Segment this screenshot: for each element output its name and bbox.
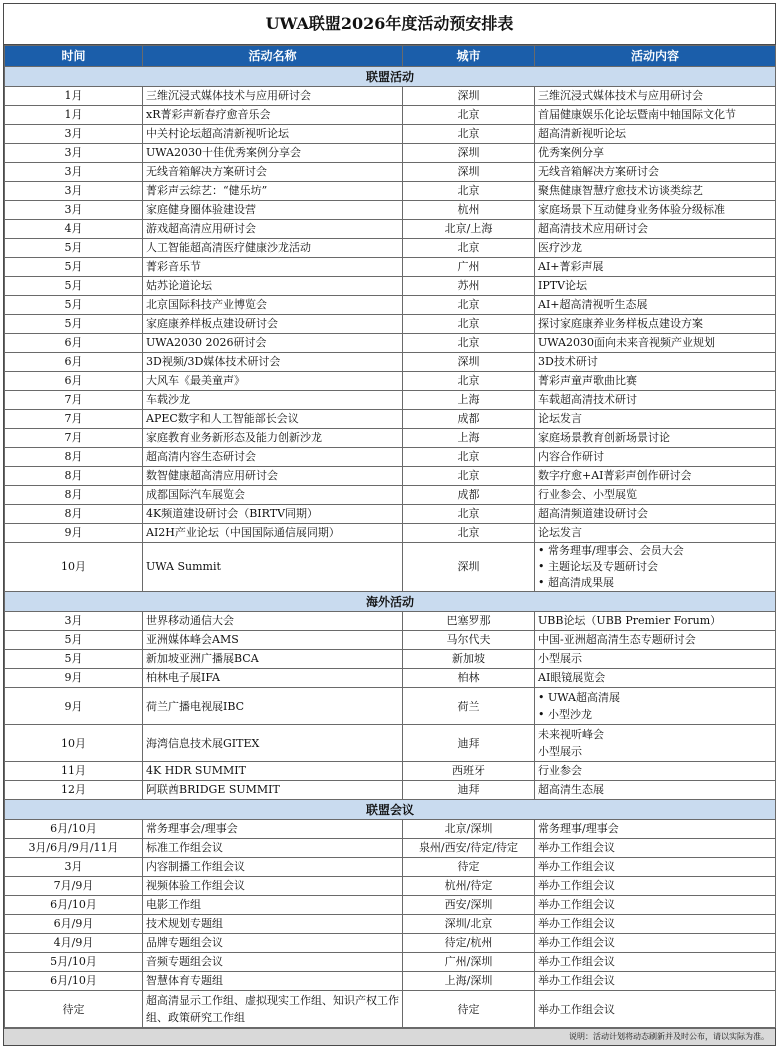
table-row <box>5 277 776 296</box>
cell-city: 北京 <box>403 524 535 543</box>
cell-city: 迪拜 <box>403 725 535 762</box>
cell-content: 论坛发言 <box>535 524 776 543</box>
table-row <box>5 762 776 781</box>
table-row <box>5 448 776 467</box>
cell-name: 菁彩音乐节 <box>143 258 403 277</box>
table-row <box>5 410 776 429</box>
cell-content: 首届健康娱乐化论坛暨南中轴国际文化节 <box>535 106 776 125</box>
table-row <box>5 612 776 631</box>
cell-content: 超高清技术应用研讨会 <box>535 220 776 239</box>
table-row <box>5 106 776 125</box>
cell-time: 5月 <box>5 239 143 258</box>
cell-city: 泉州/西安/待定/待定 <box>403 839 535 858</box>
cell-city: 柏林 <box>403 669 535 688</box>
section-title: 海外活动 <box>5 592 776 612</box>
table-row <box>5 486 776 505</box>
cell-city: 北京 <box>403 296 535 315</box>
cell-time: 6月/10月 <box>5 820 143 839</box>
cell-city: 北京/上海 <box>403 220 535 239</box>
cell-content: 超高清生态展 <box>535 781 776 800</box>
cell-city: 上海 <box>403 391 535 410</box>
bullet-item: • 超高清成果展 <box>538 575 772 591</box>
cell-time: 5月 <box>5 277 143 296</box>
bullet-item: • UWA超高清展 <box>538 689 772 706</box>
cell-city: 成都 <box>403 410 535 429</box>
cell-name: 人工智能超高清医疗健康沙龙活动 <box>143 239 403 258</box>
cell-city: 成都 <box>403 486 535 505</box>
table-row <box>5 725 776 762</box>
cell-city: 广州/深圳 <box>403 953 535 972</box>
cell-content: 优秀案例分享 <box>535 144 776 163</box>
header-city: 城市 <box>403 46 535 67</box>
page-title: UWA联盟2026年度活动预安排表 <box>4 4 775 45</box>
cell-name: UWA Summit <box>143 543 403 592</box>
cell-name: 家庭康养样板点建设研讨会 <box>143 315 403 334</box>
cell-name: 家庭健身圈体验建设营 <box>143 201 403 220</box>
cell-time: 3月 <box>5 125 143 144</box>
cell-city: 迪拜 <box>403 781 535 800</box>
cell-content: 举办工作组会议 <box>535 877 776 896</box>
cell-content <box>535 688 776 725</box>
cell-city: 深圳 <box>403 144 535 163</box>
table-body <box>5 67 776 1028</box>
cell-time: 8月 <box>5 448 143 467</box>
table-row <box>5 915 776 934</box>
cell-name: 电影工作组 <box>143 896 403 915</box>
cell-time: 10月 <box>5 543 143 592</box>
cell-content: 论坛发言 <box>535 410 776 429</box>
cell-city: 深圳 <box>403 163 535 182</box>
table-row <box>5 505 776 524</box>
table-row <box>5 781 776 800</box>
cell-name: 柏林电子展IFA <box>143 669 403 688</box>
table-row <box>5 239 776 258</box>
table-row <box>5 391 776 410</box>
cell-content: 举办工作组会议 <box>535 991 776 1028</box>
cell-content: 家庭场景下互动健身业务体验分级标准 <box>535 201 776 220</box>
cell-content: 行业参会 <box>535 762 776 781</box>
header-content: 活动内容 <box>535 46 776 67</box>
cell-time: 3月 <box>5 201 143 220</box>
cell-content: 举办工作组会议 <box>535 953 776 972</box>
table-row <box>5 334 776 353</box>
cell-name: 标准工作组会议 <box>143 839 403 858</box>
table-row <box>5 839 776 858</box>
cell-name: 游戏超高清应用研讨会 <box>143 220 403 239</box>
cell-name: 亚洲媒体峰会AMS <box>143 631 403 650</box>
cell-time: 3月 <box>5 858 143 877</box>
cell-content: 常务理事/理事会 <box>535 820 776 839</box>
cell-time: 6月/9月 <box>5 915 143 934</box>
cell-content: 菁彩声童声歌曲比赛 <box>535 372 776 391</box>
cell-name: 4K HDR SUMMIT <box>143 762 403 781</box>
content-line: 未来视听峰会 <box>538 728 604 741</box>
schedule-table <box>4 45 776 1028</box>
cell-time: 9月 <box>5 688 143 725</box>
cell-time: 9月 <box>5 669 143 688</box>
table-row <box>5 877 776 896</box>
table-row <box>5 125 776 144</box>
table-row <box>5 258 776 277</box>
cell-time: 7月/9月 <box>5 877 143 896</box>
cell-city: 杭州 <box>403 201 535 220</box>
cell-name: 常务理事会/理事会 <box>143 820 403 839</box>
schedule-sheet <box>3 3 776 1046</box>
cell-time: 5月/10月 <box>5 953 143 972</box>
cell-content: UWA2030面向未来音视频产业规划 <box>535 334 776 353</box>
table-row <box>5 296 776 315</box>
cell-name: AI2H产业论坛（中国国际通信展同期） <box>143 524 403 543</box>
table-row <box>5 87 776 106</box>
cell-name: 4K频道建设研讨会（BIRTV同期） <box>143 505 403 524</box>
cell-content: 三维沉浸式媒体技术与应用研讨会 <box>535 87 776 106</box>
cell-name: 技术规划专题组 <box>143 915 403 934</box>
section-title: 联盟活动 <box>5 67 776 87</box>
table-row <box>5 467 776 486</box>
cell-city: 西安/深圳 <box>403 896 535 915</box>
cell-content: 小型展示 <box>535 650 776 669</box>
cell-time: 5月 <box>5 296 143 315</box>
cell-content: 无线音箱解决方案研讨会 <box>535 163 776 182</box>
cell-city: 深圳 <box>403 543 535 592</box>
cell-name: 北京国际科技产业博览会 <box>143 296 403 315</box>
table-row <box>5 669 776 688</box>
cell-content: 车载超高清技术研讨 <box>535 391 776 410</box>
content-line: 小型展示 <box>538 745 582 758</box>
cell-content: 探讨家庭康养业务样板点建设方案 <box>535 315 776 334</box>
cell-city: 上海/深圳 <box>403 972 535 991</box>
cell-content: 3D技术研讨 <box>535 353 776 372</box>
cell-name: 新加坡亚洲广播展BCA <box>143 650 403 669</box>
table-row <box>5 163 776 182</box>
cell-city: 北京 <box>403 106 535 125</box>
table-row <box>5 631 776 650</box>
header-name: 活动名称 <box>143 46 403 67</box>
cell-name: UWA2030十佳优秀案例分享会 <box>143 144 403 163</box>
table-row <box>5 372 776 391</box>
cell-city: 待定 <box>403 858 535 877</box>
cell-city: 马尔代夫 <box>403 631 535 650</box>
cell-name: 智慧体育专题组 <box>143 972 403 991</box>
cell-time: 待定 <box>5 991 143 1028</box>
cell-time: 3月 <box>5 182 143 201</box>
cell-name: 品牌专题组会议 <box>143 934 403 953</box>
cell-city: 北京 <box>403 315 535 334</box>
cell-time: 3月/6月/9月/11月 <box>5 839 143 858</box>
cell-time: 7月 <box>5 410 143 429</box>
cell-time: 12月 <box>5 781 143 800</box>
cell-city: 深圳/北京 <box>403 915 535 934</box>
cell-name: 超高清显示工作组、虚拟现实工作组、知识产权工作组、政策研究工作组 <box>143 991 403 1028</box>
cell-time: 5月 <box>5 315 143 334</box>
cell-content: AI+超高清视听生态展 <box>535 296 776 315</box>
cell-name: 海湾信息技术展GITEX <box>143 725 403 762</box>
cell-name: 内容制播工作组会议 <box>143 858 403 877</box>
cell-name: 阿联酋BRIDGE SUMMIT <box>143 781 403 800</box>
cell-time: 5月 <box>5 258 143 277</box>
table-row <box>5 353 776 372</box>
cell-name: 音频专题组会议 <box>143 953 403 972</box>
cell-content: 举办工作组会议 <box>535 972 776 991</box>
cell-time: 4月/9月 <box>5 934 143 953</box>
table-row <box>5 972 776 991</box>
table-row <box>5 144 776 163</box>
cell-name: 菁彩声云综艺：“健乐坊” <box>143 182 403 201</box>
table-row <box>5 934 776 953</box>
cell-time: 7月 <box>5 391 143 410</box>
cell-content: AI+菁彩声展 <box>535 258 776 277</box>
cell-city: 西班牙 <box>403 762 535 781</box>
cell-name: 3D视频/3D媒体技术研讨会 <box>143 353 403 372</box>
table-row <box>5 220 776 239</box>
table-row <box>5 953 776 972</box>
cell-city: 深圳 <box>403 87 535 106</box>
table-row <box>5 991 776 1028</box>
cell-content: 举办工作组会议 <box>535 858 776 877</box>
cell-city: 上海 <box>403 429 535 448</box>
cell-time: 5月 <box>5 631 143 650</box>
cell-name: 三维沉浸式媒体技术与应用研讨会 <box>143 87 403 106</box>
table-row <box>5 182 776 201</box>
cell-time: 6月/10月 <box>5 972 143 991</box>
cell-name: APEC数字和人工智能部长会议 <box>143 410 403 429</box>
cell-city: 巴塞罗那 <box>403 612 535 631</box>
cell-time: 7月 <box>5 429 143 448</box>
cell-city: 广州 <box>403 258 535 277</box>
cell-content: IPTV论坛 <box>535 277 776 296</box>
cell-name: UWA2030 2026研讨会 <box>143 334 403 353</box>
cell-time: 6月 <box>5 353 143 372</box>
cell-name: 世界移动通信大会 <box>143 612 403 631</box>
cell-city: 北京 <box>403 448 535 467</box>
cell-city: 北京 <box>403 372 535 391</box>
footnote: 说明：活动计划将动态刷新并及时公布，请以实际为准。 <box>4 1028 775 1045</box>
cell-content: 行业参会、小型展览 <box>535 486 776 505</box>
cell-time: 8月 <box>5 505 143 524</box>
cell-city: 北京 <box>403 125 535 144</box>
cell-name: xR菁彩声新春疗愈音乐会 <box>143 106 403 125</box>
cell-city: 待定/杭州 <box>403 934 535 953</box>
cell-time: 4月 <box>5 220 143 239</box>
table-row <box>5 524 776 543</box>
table-row <box>5 315 776 334</box>
cell-name: 视频体验工作组会议 <box>143 877 403 896</box>
section-header <box>5 592 776 612</box>
bullet-item: • 小型沙龙 <box>538 706 772 723</box>
cell-time: 3月 <box>5 163 143 182</box>
cell-time: 8月 <box>5 486 143 505</box>
table-row <box>5 201 776 220</box>
cell-name: 数智健康超高清应用研讨会 <box>143 467 403 486</box>
cell-content: 内容合作研讨 <box>535 448 776 467</box>
header-row <box>5 46 776 67</box>
table-row <box>5 820 776 839</box>
bullet-item: • 常务理事/理事会、会员大会 <box>538 543 772 559</box>
cell-name: 车载沙龙 <box>143 391 403 410</box>
section-title: 联盟会议 <box>5 800 776 820</box>
cell-name: 超高清内容生态研讨会 <box>143 448 403 467</box>
cell-city: 苏州 <box>403 277 535 296</box>
cell-time: 5月 <box>5 650 143 669</box>
cell-city: 北京 <box>403 334 535 353</box>
cell-time: 11月 <box>5 762 143 781</box>
cell-city: 北京 <box>403 182 535 201</box>
cell-time: 9月 <box>5 524 143 543</box>
table-row <box>5 688 776 725</box>
cell-name: 家庭教育业务新形态及能力创新沙龙 <box>143 429 403 448</box>
cell-city: 深圳 <box>403 353 535 372</box>
cell-content <box>535 543 776 592</box>
cell-content: 家庭场景教育创新场景讨论 <box>535 429 776 448</box>
cell-time: 10月 <box>5 725 143 762</box>
cell-content: 医疗沙龙 <box>535 239 776 258</box>
table-row <box>5 429 776 448</box>
cell-name: 大风车《最美童声》 <box>143 372 403 391</box>
cell-city: 杭州/待定 <box>403 877 535 896</box>
cell-content: 举办工作组会议 <box>535 915 776 934</box>
cell-city: 北京 <box>403 467 535 486</box>
section-header <box>5 67 776 87</box>
cell-name: 姑苏论道论坛 <box>143 277 403 296</box>
cell-content: 超高清频道建设研讨会 <box>535 505 776 524</box>
cell-time: 3月 <box>5 612 143 631</box>
cell-name: 成都国际汽车展览会 <box>143 486 403 505</box>
cell-content: 举办工作组会议 <box>535 896 776 915</box>
cell-time: 6月 <box>5 334 143 353</box>
header-time: 时间 <box>5 46 143 67</box>
bullet-item: • 主题论坛及专题研讨会 <box>538 559 772 575</box>
cell-name: 中关村论坛超高清新视听论坛 <box>143 125 403 144</box>
cell-name: 无线音箱解决方案研讨会 <box>143 163 403 182</box>
table-row <box>5 650 776 669</box>
cell-city: 北京 <box>403 239 535 258</box>
cell-city: 北京 <box>403 505 535 524</box>
cell-content <box>535 725 776 762</box>
table-row <box>5 543 776 592</box>
cell-time: 3月 <box>5 144 143 163</box>
cell-content: 中国-亚洲超高清生态专题研讨会 <box>535 631 776 650</box>
cell-city: 北京/深圳 <box>403 820 535 839</box>
cell-content: UBB论坛（UBB Premier Forum） <box>535 612 776 631</box>
section-header <box>5 800 776 820</box>
cell-city: 荷兰 <box>403 688 535 725</box>
cell-time: 1月 <box>5 87 143 106</box>
cell-content: 聚焦健康智慧疗愈技术访谈类综艺 <box>535 182 776 201</box>
cell-content: 举办工作组会议 <box>535 934 776 953</box>
cell-city: 待定 <box>403 991 535 1028</box>
table-row <box>5 858 776 877</box>
cell-time: 6月/10月 <box>5 896 143 915</box>
cell-content: 数字疗愈+AI菁彩声创作研讨会 <box>535 467 776 486</box>
cell-city: 新加坡 <box>403 650 535 669</box>
cell-content: 举办工作组会议 <box>535 839 776 858</box>
cell-time: 8月 <box>5 467 143 486</box>
table-row <box>5 896 776 915</box>
cell-name: 荷兰广播电视展IBC <box>143 688 403 725</box>
cell-time: 1月 <box>5 106 143 125</box>
cell-time: 6月 <box>5 372 143 391</box>
cell-content: 超高清新视听论坛 <box>535 125 776 144</box>
cell-content: AI眼镜展览会 <box>535 669 776 688</box>
